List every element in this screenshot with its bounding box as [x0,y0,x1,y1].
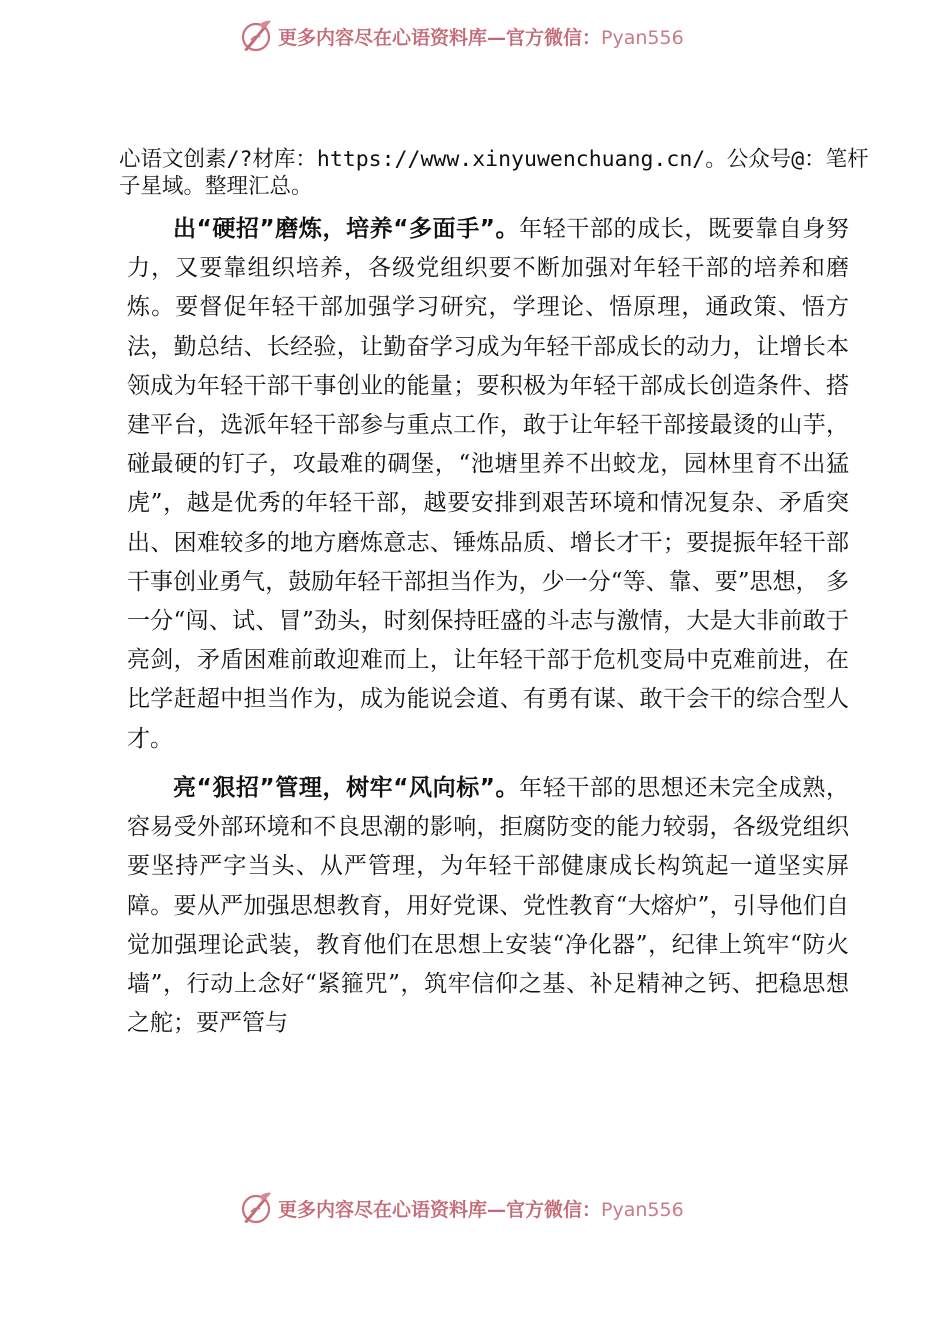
watermark-text [278,23,684,50]
paragraph-1 [127,210,849,759]
quill-pen-seal-icon [238,18,274,54]
paragraph-2-heading: 亮“狠招”管理，树牢“风向标”。 [173,775,520,801]
source-line: 心语文创素/?材库：https://www.xinyuwenchuang.cn/。公众号@：笔杆子星域。整理汇总。 [119,147,869,199]
watermark-wechat-id: Pyan556 [601,26,684,49]
watermark-wechat-id: Pyan556 [601,1198,684,1221]
paragraph-2 [127,769,849,1043]
watermark-text [278,1195,684,1222]
paragraph-1-heading: 出“硬招”磨炼，培养“多面手”。 [173,216,520,242]
watermark-cn: 更多内容尽在心语资料库—官方微信： [278,26,602,49]
watermark-cn: 更多内容尽在心语资料库—官方微信： [278,1198,602,1221]
quill-pen-seal-icon [238,1190,274,1226]
paragraph-2-body: 年轻干部的思想还未完全成熟，容易受外部环境和不良思潮的影响，拒腐防变的能力较弱，各级党组织要坚持严字当头、从严管理，为年轻干部健康成长构筑起一道坚实屏障。要从严加强思想教育，用好党课、党性教育“大熔炉”，引导他们自觉加强理论武装，教育他们在思想上安装“净化器”，纪律上筑牢“防火墙”，行动上念好“紧箍咒”，筑牢信仰之基、补足精神之钙、把稳思想之舵；要严管与 [127,775,849,1037]
footer-watermark [238,1188,684,1228]
header-watermark [238,16,684,56]
paragraph-1-body: 年轻干部的成长，既要靠自身努力，又要靠组织培养，各级党组织要不断加强对年轻干部的培养和磨炼。要督促年轻干部加强学习研究，学理论、悟原理，通政策、悟方法，勤总结、长经验，让勤奋学习成为年轻干部成长的动力，让增长本领成为年轻干部干事创业的能量；要积极为年轻干部成长创造条件、搭建平台，选派年轻干部参与重点工作，敢于让年轻干部接最烫的山芋，碰最硬的钉子，攻最难的碉堡，“池塘里养不出蛟龙，园林里育不出猛虎”，越是优秀的年轻干部，越要安排到艰苦环境和情况复杂、矛盾突出、困难较多的地方磨炼意志、锤炼品质、增长才干；要提振年轻干部干事创业勇气，鼓励年轻干部担当作为，少一分“等、靠、要”思想， 多一分“闯、试、冒”劲头，时刻保持旺盛的斗志与激情，大是大非前敢于亮剑，矛盾困难前敢迎难而上，让年轻干部于危机变局中克难前进，在比学赶超中担当作为，成为能说会道、有勇有谋、敢干会干的综合型人才。 [127,216,849,752]
